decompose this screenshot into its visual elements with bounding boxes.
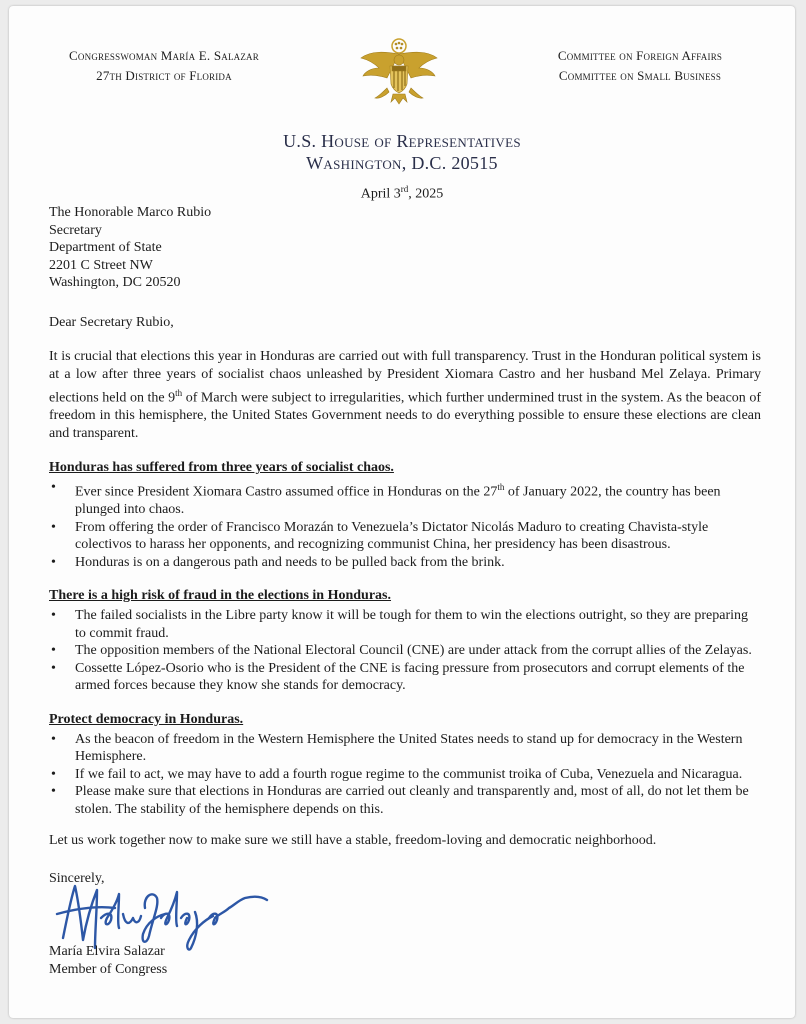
salutation: Dear Secretary Rubio,: [49, 314, 174, 330]
closing-paragraph: Let us work together now to make sure we still have a stable, freedom-loving and democratic neighborhood.: [49, 833, 657, 849]
bullet-text: As the beacon of freedom in the Western Hemisphere the United States needs to stand up for democracy in the Western Hemisphere.: [75, 731, 743, 765]
recipient-line: Department of State: [49, 240, 162, 255]
section-heading-fraud-risk: There is a high risk of fraud in the elections in Honduras.: [49, 588, 392, 604]
section-protect-democracy-list: [49, 731, 761, 819]
bullet-icon: •: [51, 643, 56, 659]
date-year: , 2025: [408, 186, 444, 202]
date-ordinal: rd: [400, 184, 409, 194]
bullet-icon: •: [51, 519, 56, 535]
signer-block: [49, 943, 167, 979]
bullet-text: Please make sure that elections in Honduras are carried out cleanly and transparently and, most of all, do not let them be stolen. The stability of the hemisphere depends on this.: [75, 784, 749, 817]
bullet-text: The failed socialists in the Libre party know it will be tough for them to win the elections outright, so they are preparing to commit fraud.: [75, 608, 748, 641]
great-seal-eagle-icon: [357, 36, 441, 106]
committee-foreign-affairs: Committee on Foreign Affairs: [557, 48, 723, 63]
recipient-line: Washington, DC 20520: [49, 275, 181, 290]
list-item: [49, 731, 761, 766]
committee-small-business: Committee on Small Business: [558, 68, 722, 83]
list-item: [49, 607, 761, 642]
signer-title: Member of Congress: [49, 962, 168, 977]
bullet-text: From offering the order of Francisco Morazán to Venezuela’s Dictator Nicolás Maduro to creating Chavista-style colectivos to harass her opponents, and recognizing communist China, her presidency has been disastrous.: [75, 519, 709, 553]
date-month-day: April 3: [360, 186, 401, 202]
bullet-text: Honduras is on a dangerous path and needs to be pulled back from the brink.: [75, 554, 505, 570]
intro-text-part1: It is crucial that elections this year in Honduras are carried out with full transparency. Trust in the Honduran political system is at a low after three years of socialist chaos unleashed by President Xiomara Castro and her husband Mel Zelaya. Primary elections held on the 9: [49, 348, 761, 406]
signer-name: María Elvira Salazar: [49, 944, 165, 959]
bullet-text-part2: of January 2022, the country has been plunged into chaos.: [75, 484, 721, 518]
list-item: [49, 642, 761, 660]
bullet-icon: •: [51, 554, 56, 570]
house-heading: [9, 130, 795, 174]
bullet-icon: •: [51, 784, 56, 800]
list-item: [49, 519, 761, 554]
list-item: [49, 766, 761, 784]
section-socialist-chaos-list: [49, 479, 761, 571]
recipient-address: [49, 204, 761, 292]
district-line: 27th District of Florida: [96, 68, 232, 83]
bullet-icon: •: [51, 660, 56, 676]
bullet-icon: •: [51, 731, 56, 747]
recipient-line: The Honorable Marco Rubio: [49, 205, 212, 220]
bullet-text-part1: Ever since President Xiomara Castro assumed office in Honduras on the 27: [75, 484, 498, 500]
bullet-icon: •: [51, 766, 56, 782]
intro-text-part2: of March were subject to irregularities, which further undermined trust in the system. As the beacon of freedom in this hemisphere, the United States Government needs to do everything possible to ensure these elections are clean and transparent.: [49, 390, 761, 442]
section-heading-socialist-chaos: Honduras has suffered from three years of socialist chaos.: [49, 460, 394, 476]
congresswoman-name: Congresswoman María E. Salazar: [69, 48, 259, 63]
letter-date: [9, 184, 795, 203]
recipient-line: 2201 C Street NW: [49, 257, 153, 273]
house-name: U.S. House of Representatives: [283, 131, 521, 151]
bullet-icon: •: [51, 608, 56, 624]
bullet-icon: •: [51, 480, 56, 496]
committees-header: [527, 46, 753, 86]
list-item: [49, 554, 761, 572]
recipient-line: Secretary: [49, 222, 102, 238]
list-item: [49, 783, 761, 818]
house-address: Washington, D.C. 20515: [306, 153, 498, 173]
section-heading-protect-democracy: Protect democracy in Honduras.: [49, 711, 244, 727]
letter-page: [9, 6, 795, 1018]
list-item: [49, 479, 761, 519]
bullet-ordinal: th: [497, 482, 505, 493]
sign-off: Sincerely,: [49, 871, 105, 887]
bullet-text: Cossette López-Osorio who is the President of the CNE is facing pressure from prosecutors and corrupt elements of the armed forces because they know she stands for democracy.: [75, 660, 745, 694]
intro-paragraph: [49, 348, 761, 444]
section-fraud-risk-list: [49, 607, 761, 695]
congresswoman-header: [51, 46, 277, 86]
letter-body: [49, 204, 761, 888]
intro-ordinal: th: [175, 387, 183, 398]
bullet-text: If we fail to act, we may have to add a fourth rogue regime to the communist troika of Cuba, Venezuela and Nicaragua.: [75, 766, 743, 782]
list-item: [49, 660, 761, 695]
bullet-text: The opposition members of the National Electoral Council (CNE) are under attack from the corrupt allies of the Zelayas.: [75, 643, 752, 659]
